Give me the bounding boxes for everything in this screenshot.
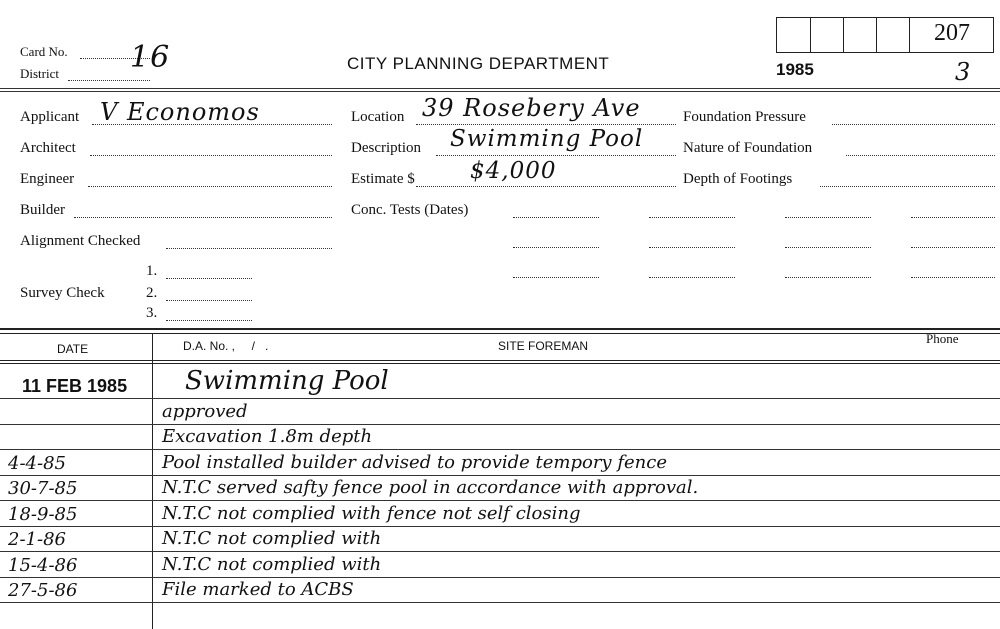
conc-line	[911, 247, 995, 248]
page-title: CITY PLANNING DEPARTMENT	[347, 54, 610, 73]
phone-header: Phone	[926, 331, 959, 346]
log-entry: Excavation 1.8m depth	[162, 426, 373, 447]
conc-tests-label: Conc. Tests (Dates)	[351, 202, 469, 218]
alignment-line	[166, 248, 332, 249]
depth-line	[820, 186, 995, 187]
log-entry: approved	[162, 401, 248, 422]
log-date: 30-7-85	[8, 478, 78, 499]
survey-label: Survey Check	[20, 285, 105, 301]
table-top-rule	[0, 328, 1000, 330]
box-divider	[909, 17, 910, 53]
location-line	[416, 124, 676, 125]
foundation-pressure-line	[832, 124, 995, 125]
survey-2-line	[166, 300, 252, 301]
conc-line	[649, 277, 735, 278]
log-entry: File marked to ACBS	[162, 579, 354, 600]
description-label: Description	[351, 140, 421, 156]
sub-number: 3	[955, 58, 972, 86]
card-number: 207	[934, 20, 970, 46]
log-date: 15-4-86	[8, 555, 78, 576]
log-entry: Swimming Pool	[185, 366, 389, 396]
district-line	[68, 80, 150, 81]
box-divider	[876, 17, 877, 53]
survey-2-label: 2.	[146, 285, 158, 301]
district-label: District	[20, 66, 59, 81]
box-divider	[843, 17, 844, 53]
row-rule	[0, 475, 1000, 476]
date-header: DATE	[57, 342, 89, 356]
description-value: Swimming Pool	[450, 126, 644, 152]
builder-line	[74, 217, 332, 218]
table-header-rule	[0, 363, 1000, 364]
location-label: Location	[351, 109, 405, 125]
row-rule	[0, 500, 1000, 501]
engineer-line	[88, 186, 332, 187]
survey-3-label: 3.	[146, 305, 158, 321]
row-rule	[0, 577, 1000, 578]
depth-label: Depth of Footings	[683, 171, 793, 187]
log-date: 27-5-86	[8, 580, 78, 601]
row-rule	[0, 398, 1000, 399]
applicant-label: Applicant	[20, 109, 80, 125]
alignment-label: Alignment Checked	[20, 233, 141, 249]
row-rule	[0, 424, 1000, 425]
district-value: 16	[130, 40, 171, 75]
da-no-header: D.A. No. , / .	[183, 339, 269, 353]
description-line	[436, 155, 676, 156]
log-date: 11 FEB 1985	[22, 376, 128, 396]
location-value: 39 Rosebery Ave	[422, 94, 641, 122]
estimate-label: Estimate $	[351, 171, 415, 187]
row-rule	[0, 551, 1000, 552]
log-entry: N.T.C not complied with fence not self closing	[162, 503, 581, 524]
conc-line	[649, 247, 735, 248]
table-header-rule	[0, 360, 1000, 361]
header-rule	[0, 88, 1000, 89]
nature-line	[846, 155, 995, 156]
conc-line	[785, 217, 871, 218]
conc-line	[911, 277, 995, 278]
conc-line	[785, 277, 871, 278]
log-entry: N.T.C not complied with	[162, 528, 382, 549]
conc-line	[513, 247, 599, 248]
box-divider	[810, 17, 811, 53]
row-rule	[0, 602, 1000, 603]
conc-line	[513, 217, 599, 218]
nature-label: Nature of Foundation	[683, 140, 813, 156]
header-rule	[0, 91, 1000, 92]
year: 1985	[776, 60, 814, 79]
architect-label: Architect	[20, 140, 76, 156]
survey-1-label: 1.	[146, 263, 158, 279]
architect-line	[90, 155, 332, 156]
log-date: 4-4-85	[8, 453, 66, 474]
log-entry: N.T.C served safty fence pool in accordance with approval.	[162, 477, 699, 498]
log-entry: N.T.C not complied with	[162, 554, 382, 575]
survey-1-line	[166, 278, 252, 279]
site-foreman-header: SITE FOREMAN	[498, 339, 589, 353]
conc-line	[649, 217, 735, 218]
row-rule	[0, 526, 1000, 527]
estimate-line	[416, 186, 676, 187]
log-date: 2-1-86	[8, 529, 66, 550]
engineer-label: Engineer	[20, 171, 75, 187]
row-rule	[0, 449, 1000, 450]
survey-3-line	[166, 320, 252, 321]
foundation-pressure-label: Foundation Pressure	[683, 109, 806, 125]
conc-line	[785, 247, 871, 248]
log-date: 18-9-85	[8, 504, 78, 525]
date-column-divider	[152, 333, 153, 629]
log-entry: Pool installed builder advised to provide tempory fence	[162, 452, 667, 473]
card-no-label: Card No.	[20, 44, 68, 59]
conc-line	[513, 277, 599, 278]
builder-label: Builder	[20, 202, 65, 218]
applicant-value: V Economos	[100, 98, 260, 126]
table-top-rule	[0, 333, 1000, 334]
conc-line	[911, 217, 995, 218]
estimate-value: $4,000	[470, 158, 557, 184]
